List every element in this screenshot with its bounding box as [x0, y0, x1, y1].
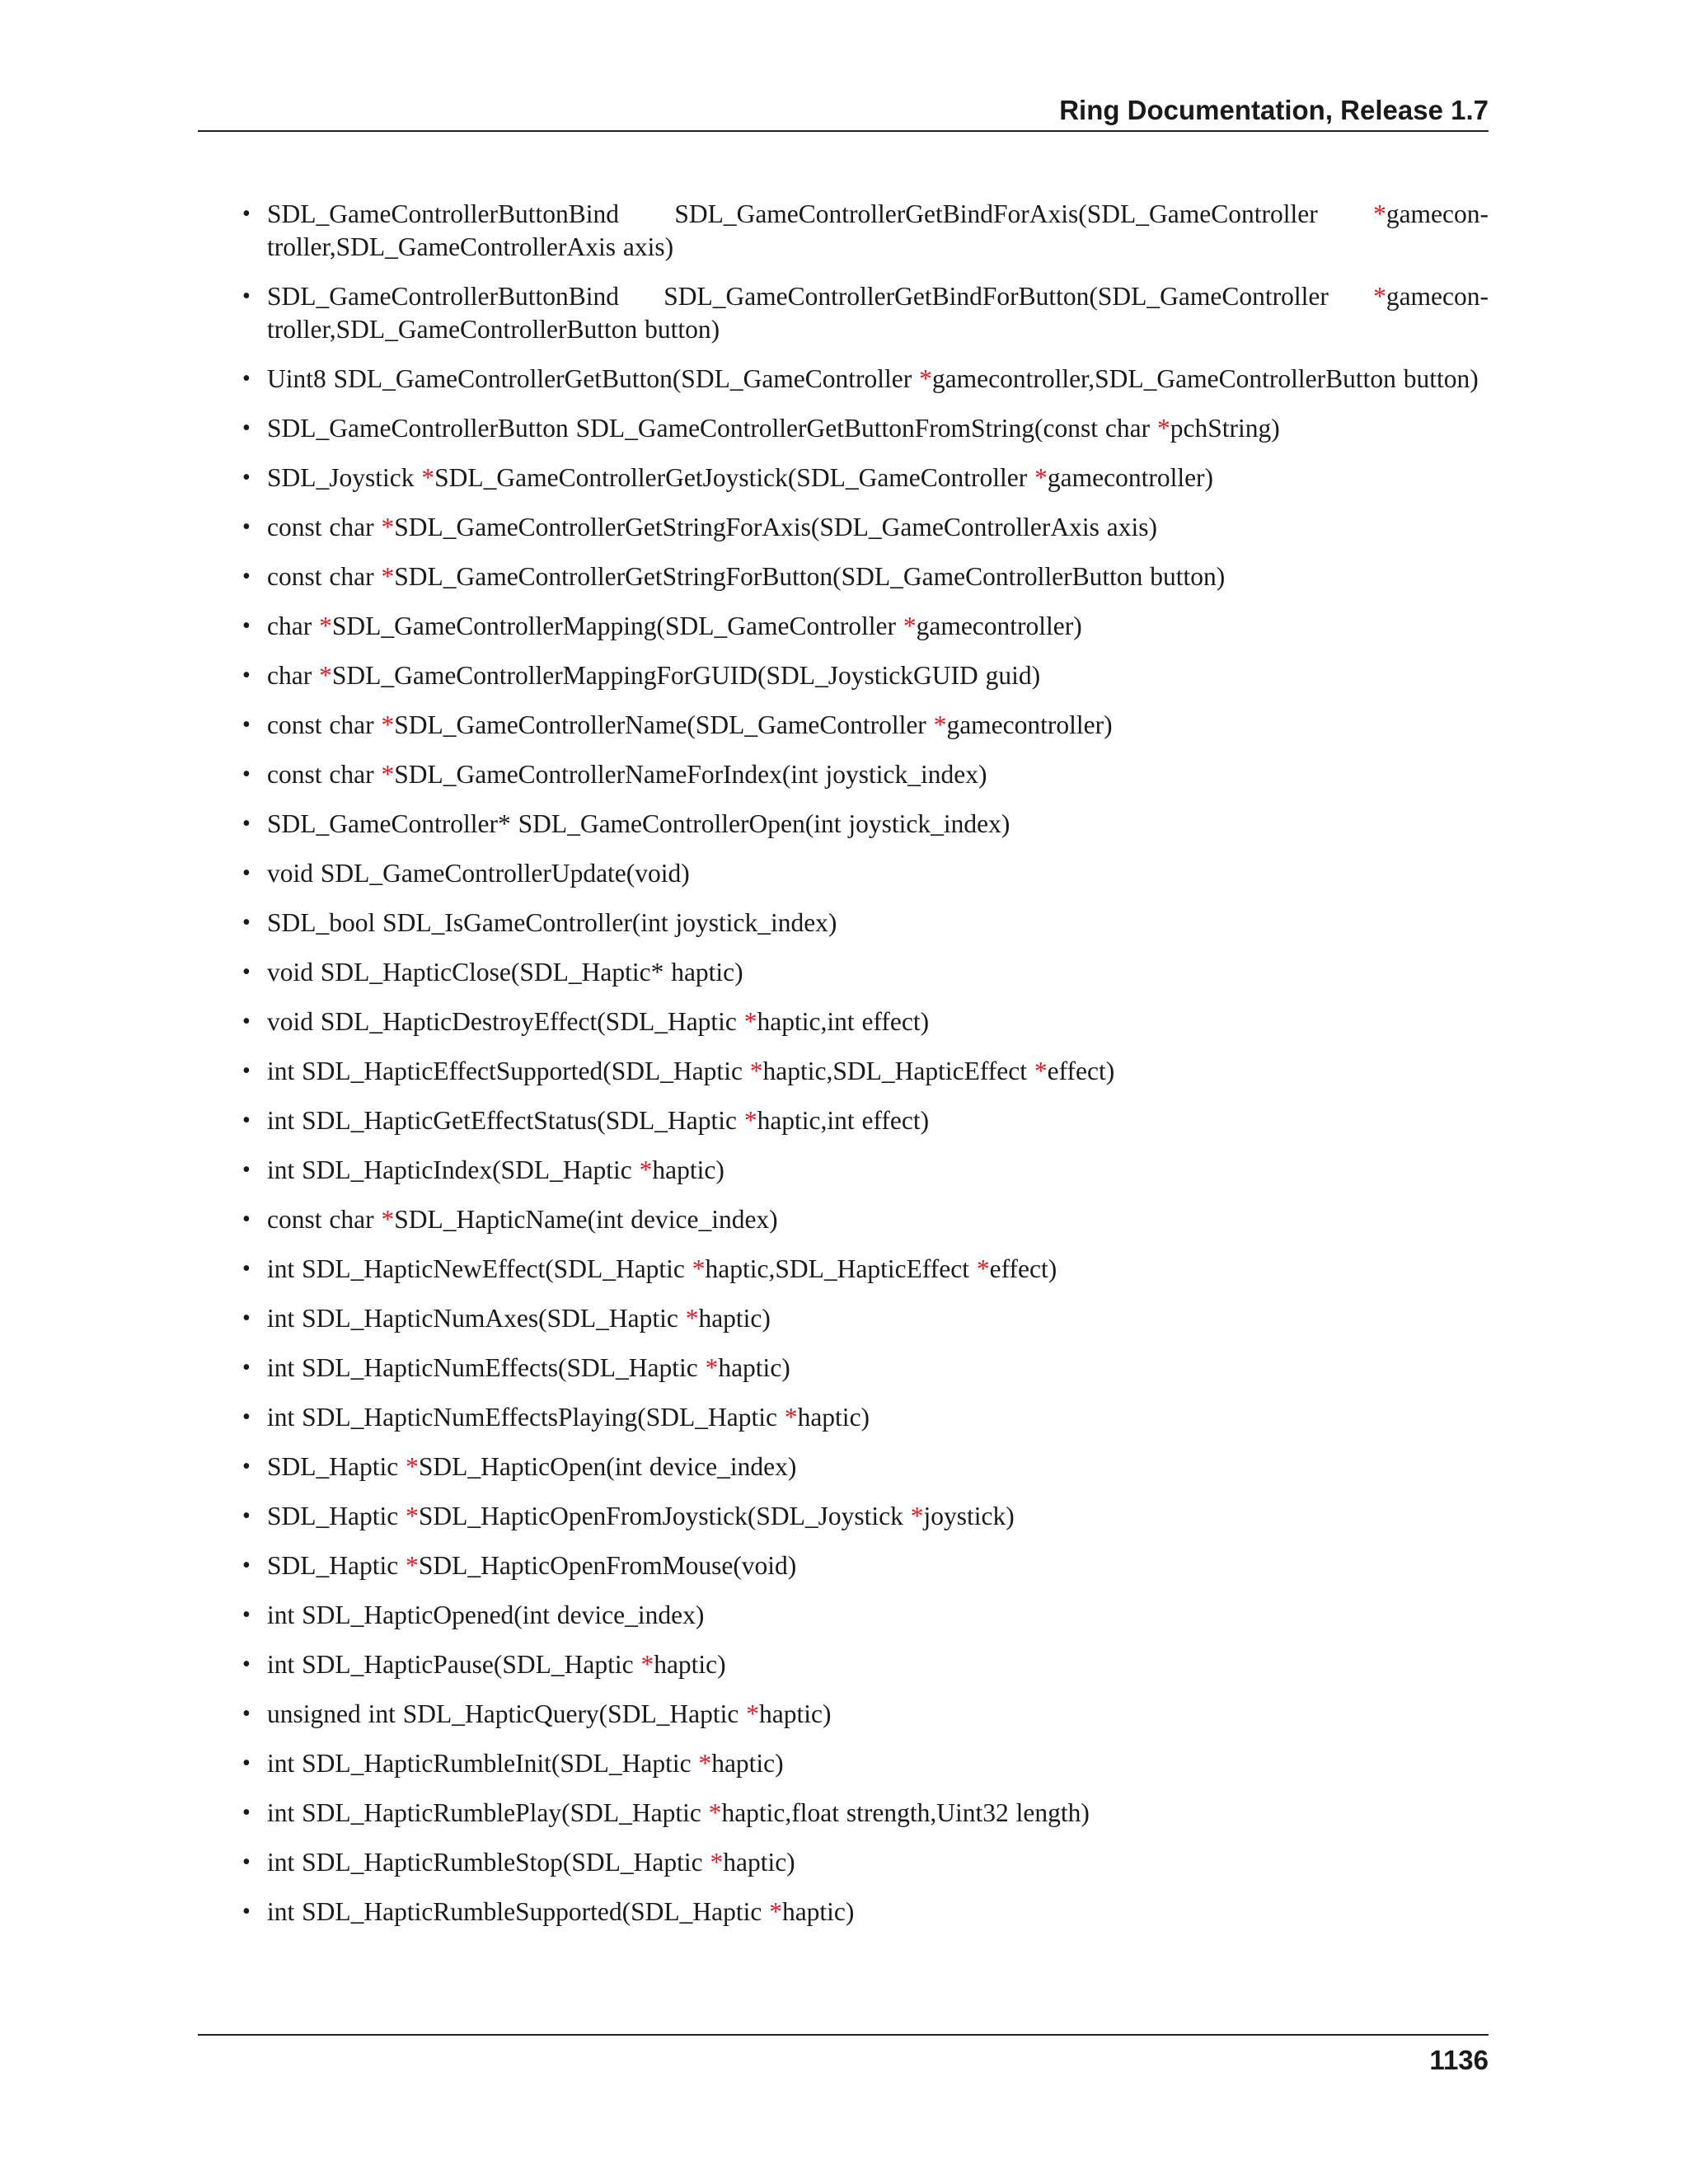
bullet-icon: •	[242, 1503, 251, 1529]
pointer-asterisk: *	[685, 1304, 699, 1333]
list-item	[242, 1451, 1489, 1483]
list-item	[242, 198, 1489, 264]
list-item	[242, 560, 1489, 593]
signature-text: haptic)	[698, 1304, 771, 1333]
list-item	[242, 1846, 1489, 1879]
bullet-icon: •	[242, 1009, 251, 1034]
pointer-asterisk: *	[406, 1502, 419, 1530]
bullet-icon: •	[242, 811, 251, 837]
pointer-asterisk: *	[743, 1007, 757, 1036]
pointer-asterisk: *	[319, 661, 332, 690]
signature-text: pchString)	[1170, 414, 1280, 443]
pointer-asterisk: *	[710, 1848, 724, 1877]
list-item	[242, 659, 1489, 692]
signature-text: SDL_HapticOpenFromJoystick(SDL_Joystick	[418, 1502, 911, 1530]
signature-text: haptic)	[759, 1699, 832, 1728]
list-item	[242, 1549, 1489, 1582]
signature-text: const char	[267, 760, 382, 789]
document-title: Ring Documentation, Release 1.7	[1059, 95, 1489, 125]
signature-text: gamecontroller)	[916, 612, 1082, 640]
pointer-asterisk: *	[1034, 1057, 1048, 1085]
bullet-icon: •	[242, 1207, 251, 1232]
signature-text: haptic,int effect)	[757, 1007, 930, 1036]
page-number: 1136	[1429, 2045, 1489, 2075]
bullet-icon: •	[242, 663, 251, 688]
signature-text: SDL_GameController* SDL_GameControllerOpen(int joystick_index)	[267, 809, 1010, 838]
pointer-asterisk: *	[1034, 463, 1048, 492]
pointer-asterisk: *	[976, 1254, 990, 1283]
pointer-asterisk: *	[708, 1798, 722, 1827]
signature-text: unsigned int SDL_HapticQuery(SDL_Haptic	[267, 1699, 747, 1728]
pointer-asterisk: *	[698, 1749, 712, 1778]
bullet-icon: •	[242, 1355, 251, 1380]
signature-text: haptic,int effect)	[757, 1106, 930, 1135]
list-item	[242, 857, 1489, 890]
pointer-asterisk: *	[749, 1057, 763, 1085]
signature-text: const char	[267, 562, 382, 591]
list-item	[242, 907, 1489, 940]
bullet-icon: •	[242, 1849, 251, 1875]
page-header	[198, 92, 1489, 132]
bullet-icon: •	[242, 1305, 251, 1331]
bullet-icon: •	[242, 1602, 251, 1628]
signature-text: SDL_GameControllerButtonBind SDL_GameControllerGetBindForAxis(SDL_GameController	[267, 199, 1374, 228]
signature-text: int SDL_HapticEffectSupported(SDL_Haptic	[267, 1057, 750, 1085]
pointer-asterisk: *	[692, 1254, 706, 1283]
signature-text: SDL_Haptic	[267, 1551, 406, 1580]
list-item	[242, 1599, 1489, 1632]
bullet-icon: •	[242, 1553, 251, 1578]
signature-text: SDL_GameControllerMappingForGUID(SDL_JoystickGUID guid)	[331, 661, 1041, 690]
list-item	[242, 1896, 1489, 1929]
pointer-asterisk: *	[381, 513, 395, 541]
signature-text: SDL_Joystick	[267, 463, 422, 492]
list-item	[242, 280, 1489, 346]
signature-text: const char	[267, 1205, 382, 1234]
signature-text: int SDL_HapticNumEffectsPlaying(SDL_Haptic	[267, 1403, 785, 1432]
signature-text: SDL_HapticOpen(int device_index)	[418, 1452, 797, 1481]
bullet-icon: •	[242, 1750, 251, 1776]
list-item	[242, 1253, 1489, 1286]
list-item	[242, 1352, 1489, 1385]
bullet-icon: •	[242, 1454, 251, 1479]
signature-text: effect)	[1047, 1057, 1115, 1085]
signature-text: int SDL_HapticRumbleSupported(SDL_Haptic	[267, 1897, 770, 1926]
bullet-icon: •	[242, 860, 251, 886]
list-item	[242, 511, 1489, 544]
signature-text: int SDL_HapticNumAxes(SDL_Haptic	[267, 1304, 686, 1333]
signature-text: const char	[267, 710, 382, 739]
signature-text: int SDL_HapticNewEffect(SDL_Haptic	[267, 1254, 692, 1283]
signature-text: SDL_Haptic	[267, 1452, 406, 1481]
pointer-asterisk: *	[406, 1452, 419, 1481]
pointer-asterisk: *	[910, 1502, 924, 1530]
list-item	[242, 1154, 1489, 1187]
signature-text: haptic,float strength,Uint32 length)	[721, 1798, 1090, 1827]
signature-text: SDL_Haptic	[267, 1502, 406, 1530]
signature-text: haptic,SDL_HapticEffect	[762, 1057, 1034, 1085]
bullet-icon: •	[242, 465, 251, 490]
list-item	[242, 462, 1489, 494]
signature-text: SDL_HapticName(int device_index)	[394, 1205, 778, 1234]
signature-text: char	[267, 661, 320, 690]
signature-text: haptic)	[711, 1749, 784, 1778]
signature-text: int SDL_HapticGetEffectStatus(SDL_Haptic	[267, 1106, 744, 1135]
signature-text: haptic)	[781, 1897, 855, 1926]
pointer-asterisk: *	[919, 364, 932, 393]
signature-text: haptic)	[654, 1650, 726, 1679]
bullet-icon: •	[242, 910, 251, 935]
function-list	[242, 198, 1489, 1929]
list-item	[242, 1401, 1489, 1434]
signature-text: gamecontroller)	[946, 710, 1113, 739]
signature-text: SDL_GameControllerMapping(SDL_GameController	[331, 612, 903, 640]
bullet-icon: •	[242, 1157, 251, 1183]
bullet-icon: •	[242, 712, 251, 738]
signature-text: const char	[267, 513, 382, 541]
list-item	[242, 1203, 1489, 1236]
signature-text: gamecontroller)	[1047, 463, 1214, 492]
pointer-asterisk: *	[1373, 199, 1386, 228]
signature-text: SDL_GameControllerButton SDL_GameControllerGetButtonFromString(const char	[267, 414, 1157, 443]
signature-text: SDL_bool SDL_IsGameController(int joystick_index)	[267, 908, 837, 937]
signature-text: void SDL_HapticClose(SDL_Haptic* haptic)	[267, 958, 743, 987]
signature-text: void SDL_GameControllerUpdate(void)	[267, 859, 690, 888]
bullet-icon: •	[242, 1108, 251, 1133]
pointer-asterisk: *	[769, 1897, 782, 1926]
bullet-icon: •	[242, 1701, 251, 1727]
bullet-icon: •	[242, 1058, 251, 1084]
signature-text: haptic)	[797, 1403, 870, 1432]
signature-text: int SDL_HapticPause(SDL_Haptic	[267, 1650, 641, 1679]
pointer-asterisk: *	[639, 1155, 653, 1184]
pointer-asterisk: *	[933, 710, 947, 739]
pointer-asterisk: *	[784, 1403, 798, 1432]
signature-text: SDL_GameControllerButtonBind SDL_GameControllerGetBindForButton(SDL_GameController	[267, 282, 1374, 311]
signature-text: SDL_HapticOpenFromMouse(void)	[418, 1551, 797, 1580]
bullet-icon: •	[242, 1652, 251, 1677]
list-item	[242, 1698, 1489, 1731]
list-item	[242, 1104, 1489, 1137]
pointer-asterisk: *	[1156, 414, 1170, 443]
signature-text: haptic)	[652, 1155, 724, 1184]
pointer-asterisk: *	[381, 562, 395, 591]
pointer-asterisk: *	[743, 1106, 757, 1135]
pointer-asterisk: *	[421, 463, 435, 492]
bullet-icon: •	[242, 284, 251, 309]
list-item	[242, 1747, 1489, 1780]
list-item	[242, 363, 1489, 396]
list-item	[242, 610, 1489, 643]
list-item	[242, 758, 1489, 791]
list-item	[242, 1005, 1489, 1038]
signature-text: haptic)	[723, 1848, 795, 1877]
signature-text: int SDL_HapticIndex(SDL_Haptic	[267, 1155, 640, 1184]
signature-text: SDL_GameControllerGetStringForAxis(SDL_GameControllerAxis axis)	[394, 513, 1157, 541]
signature-text: char	[267, 612, 320, 640]
signature-text: effect)	[989, 1254, 1057, 1283]
signature-text: int SDL_HapticRumbleInit(SDL_Haptic	[267, 1749, 699, 1778]
bullet-icon: •	[242, 613, 251, 639]
bullet-icon: •	[242, 1404, 251, 1430]
bullet-icon: •	[242, 762, 251, 787]
bullet-icon: •	[242, 959, 251, 985]
list-item	[242, 1500, 1489, 1533]
signature-text: int SDL_HapticOpened(int device_index)	[267, 1601, 705, 1629]
signature-text: gamecon-troller,SDL_GameControllerAxis axis)	[267, 199, 1489, 261]
pointer-asterisk: *	[381, 710, 395, 739]
signature-text: int SDL_HapticNumEffects(SDL_Haptic	[267, 1353, 706, 1382]
pointer-asterisk: *	[746, 1699, 760, 1728]
signature-text: haptic,SDL_HapticEffect	[705, 1254, 977, 1283]
pointer-asterisk: *	[406, 1551, 419, 1580]
list-item	[242, 709, 1489, 742]
bullet-icon: •	[242, 564, 251, 589]
signature-text: int SDL_HapticRumbleStop(SDL_Haptic	[267, 1848, 710, 1877]
signature-text: SDL_GameControllerNameForIndex(int joystick_index)	[394, 760, 987, 789]
signature-text: haptic)	[718, 1353, 790, 1382]
pointer-asterisk: *	[1373, 282, 1386, 311]
bullet-icon: •	[242, 201, 251, 227]
signature-text: gamecontroller,SDL_GameControllerButton button)	[931, 364, 1479, 393]
bullet-icon: •	[242, 366, 251, 391]
bullet-icon: •	[242, 1256, 251, 1282]
pointer-asterisk: *	[381, 760, 395, 789]
list-item	[242, 412, 1489, 445]
list-item	[242, 808, 1489, 841]
list-item	[242, 1648, 1489, 1681]
pointer-asterisk: *	[319, 612, 332, 640]
page-footer	[198, 2034, 1489, 2079]
signature-text: joystick)	[923, 1502, 1015, 1530]
pointer-asterisk: *	[381, 1205, 395, 1234]
bullet-icon: •	[242, 1899, 251, 1924]
list-item	[242, 956, 1489, 989]
signature-text: gamecon-troller,SDL_GameControllerButton button)	[267, 282, 1489, 344]
list-item	[242, 1302, 1489, 1335]
bullet-icon: •	[242, 415, 251, 441]
bullet-icon: •	[242, 1800, 251, 1825]
bullet-icon: •	[242, 514, 251, 540]
signature-text: SDL_GameControllerGetStringForButton(SDL_GameControllerButton button)	[394, 562, 1226, 591]
signature-text: SDL_GameControllerGetJoystick(SDL_GameController	[434, 463, 1035, 492]
list-item	[242, 1797, 1489, 1830]
signature-text: int SDL_HapticRumblePlay(SDL_Haptic	[267, 1798, 709, 1827]
pointer-asterisk: *	[903, 612, 917, 640]
pointer-asterisk: *	[705, 1353, 719, 1382]
page-content	[242, 198, 1489, 1945]
signature-text: SDL_GameControllerName(SDL_GameController	[394, 710, 934, 739]
signature-text: Uint8 SDL_GameControllerGetButton(SDL_GameController	[267, 364, 920, 393]
list-item	[242, 1055, 1489, 1088]
pointer-asterisk: *	[640, 1650, 654, 1679]
signature-text: void SDL_HapticDestroyEffect(SDL_Haptic	[267, 1007, 744, 1036]
